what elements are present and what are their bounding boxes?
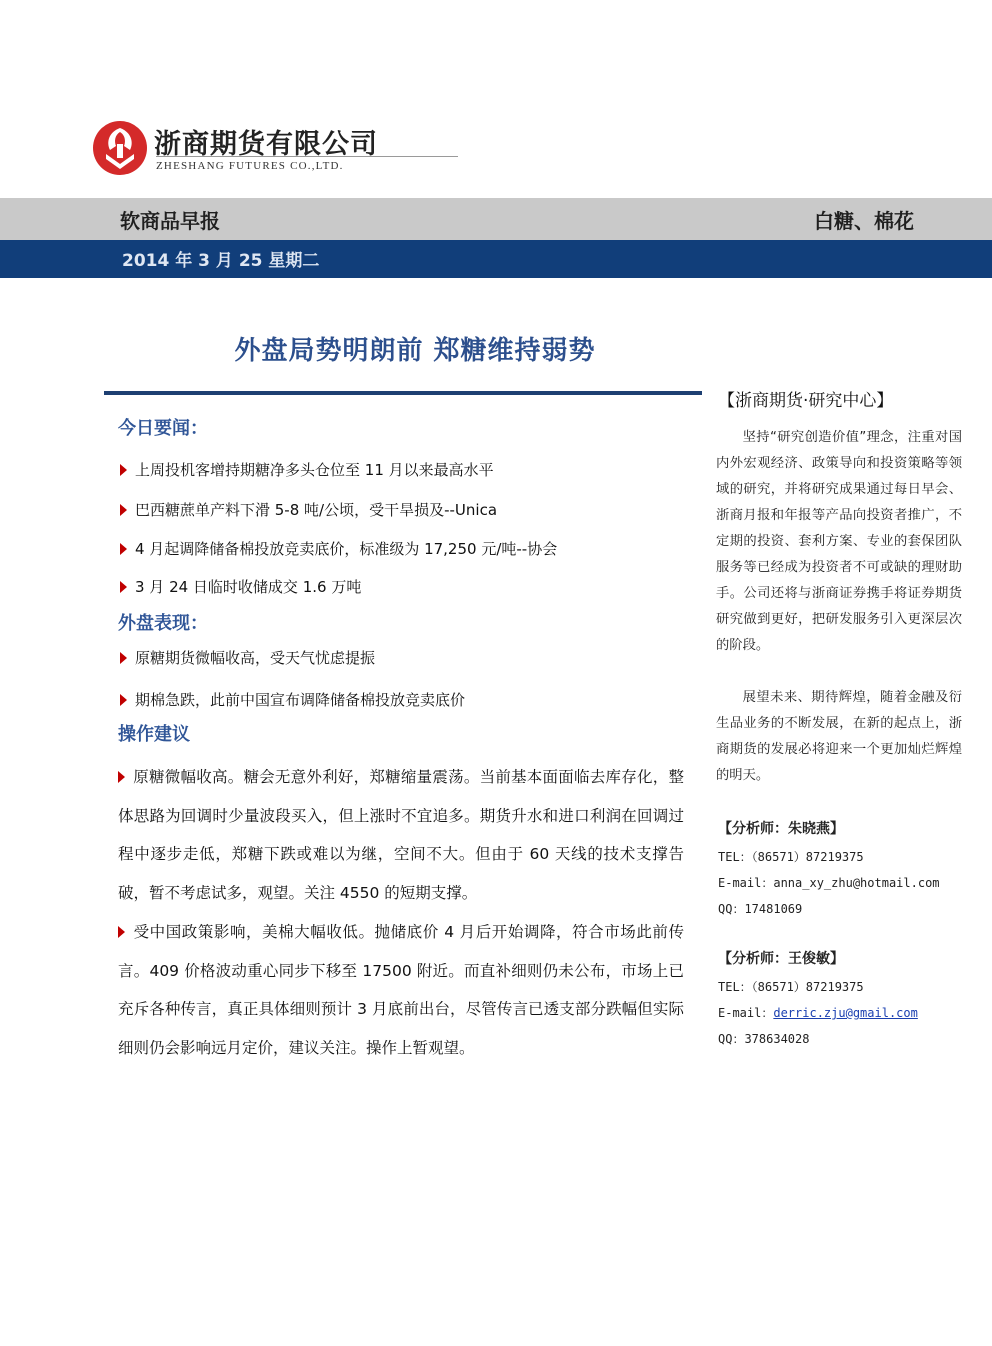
report-products: 白糖、棉花 (814, 209, 914, 233)
company-name-en: ZHESHANG FUTURES CO.,LTD. (156, 160, 344, 172)
analyst-email-row: E-mail：derric.zju@gmail.com (718, 1006, 918, 1020)
report-date-band (0, 240, 992, 278)
sidebar-title: 【浙商期货·研究中心】 (718, 391, 894, 411)
analyst-tel: TEL：（86571）87219375 (718, 850, 864, 864)
overseas-item: 原糖期货微幅收高，受天气忧虑提振 (120, 647, 375, 668)
red-arrow-bullet-icon (120, 543, 127, 555)
title-divider (104, 391, 702, 395)
analyst-email-row: E-mail：anna_xy_zhu@hotmail.com (718, 876, 940, 890)
news-item: 3 月 24 日临时收储成交 1.6 万吨 (120, 576, 361, 597)
company-name-cn: 浙商期货有限公司 (154, 129, 378, 160)
analyst-qq: QQ：378634028 (718, 1032, 810, 1046)
section-heading-news: 今日要闻： (118, 418, 208, 439)
analyst-email: anna_xy_zhu@hotmail.com (773, 876, 940, 890)
advice-paragraph-sugar: 原糖微幅收高。糖会无意外利好，郑糖缩量震荡。当前基本面面临去库存化，整体思路为回调时少量波段买入，但上涨时不宜追多。期货升水和进口利润在回调过程中逐步走低，郑糖下跌或难以为继，空间不大。但由于 60 天线的技术支撑告破，暂不考虑试多，观望。关注 4550 的短期支撑。 (118, 768, 684, 902)
news-item: 巴西糖蔗单产料下滑 5-8 吨/公顷，受干旱损及--Unica (120, 499, 497, 520)
analyst-name: 【分析师：朱晓燕】 (718, 821, 844, 837)
analyst-card (718, 948, 918, 1052)
section-heading-advice: 操作建议 (118, 724, 190, 745)
report-title: 外盘局势明朗前 郑糖维持弱势 (234, 336, 596, 366)
section-heading-overseas: 外盘表现： (118, 613, 208, 634)
red-arrow-bullet-icon (120, 694, 127, 706)
sidebar-outlook: 展望未来、期待辉煌，随着金融及衍生品业务的不断发展，在新的起点上，浙商期货的发展必将迎来一个更加灿烂辉煌的明天。 (716, 690, 962, 783)
company-logo (92, 120, 392, 184)
logo-divider (156, 156, 458, 157)
analyst-card (718, 818, 940, 922)
red-arrow-bullet-icon (118, 771, 125, 783)
report-category-band (0, 198, 992, 240)
analyst-qq: QQ：17481069 (718, 902, 803, 916)
analyst-name: 【分析师：王俊敏】 (718, 951, 844, 967)
red-arrow-bullet-icon (120, 652, 127, 664)
report-date: 2014 年 3 月 25 星期二 (122, 251, 320, 271)
analyst-tel: TEL：（86571）87219375 (718, 980, 864, 994)
advice-paragraph-cotton: 受中国政策影响，美棉大幅收低。抛储底价 4 月后开始调降，符合市场此前传言。409 价格波动重心同步下移至 17500 附近。而直补细则仍未公布，市场上已充斥各种传言，真正具体细则预计 3 月底前出台，尽管传言已透支部分跌幅但实际细则仍会影响远月定价，建议关注。操作上暂观望。 (118, 923, 684, 1057)
zheshang-logo-icon (92, 120, 148, 176)
sidebar-intro: 坚持“研究创造价值”理念，注重对国内外宏观经济、政策导向和投资策略等领域的研究，并将研究成果通过每日早会、浙商月报和年报等产品向投资者推广，不定期的投资、套利方案、专业的套保团队服务等已经成为投资者不可或缺的理财助手。公司还将与浙商证券携手将证券期货研究做到更好，把研发服务引入更深层次的阶段。 (716, 430, 962, 653)
report-category: 软商品早报 (120, 209, 220, 233)
red-arrow-bullet-icon (120, 504, 127, 516)
news-item: 4 月起调降储备棉投放竞卖底价，标准级为 17,250 元/吨--协会 (120, 538, 557, 559)
red-arrow-bullet-icon (120, 464, 127, 476)
news-item: 上周投机客增持期糖净多头仓位至 11 月以来最高水平 (120, 459, 494, 480)
analyst-email-link[interactable]: derric.zju@gmail.com (773, 1006, 918, 1020)
red-arrow-bullet-icon (118, 926, 125, 938)
overseas-item: 期棉急跌，此前中国宣布调降储备棉投放竞卖底价 (120, 689, 465, 710)
red-arrow-bullet-icon (120, 581, 127, 593)
